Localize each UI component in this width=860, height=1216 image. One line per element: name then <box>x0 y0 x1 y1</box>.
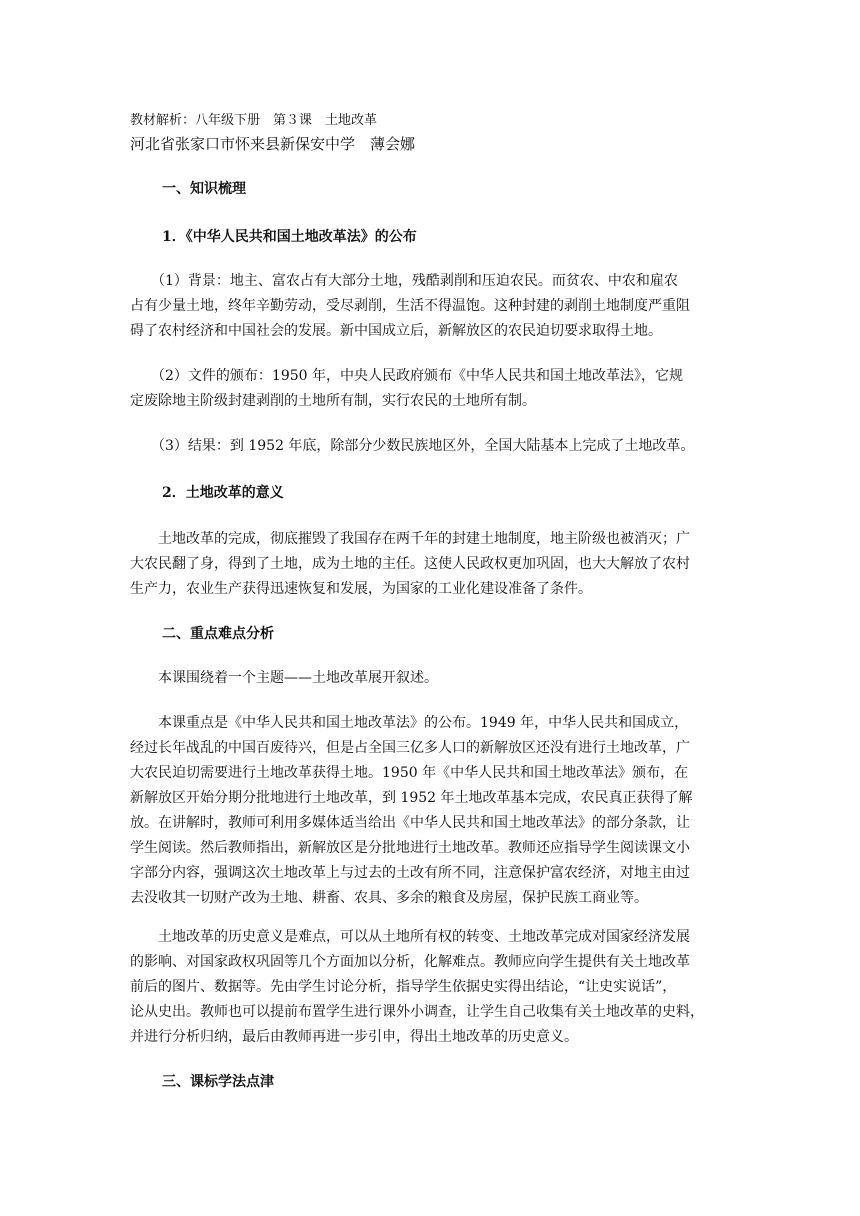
text-line: 定废除地主阶级封建剥削的土地所有制，实行农民的土地所有制。 <box>130 393 536 409</box>
text-line: 本课重点是《中华人民共和国土地改革法》的公布。1949 年，中华人民共和国成立， <box>130 715 689 731</box>
text-line: （3）结果：到 1952 年底，除部分少数民族地区外，全国大陆基本上完成了土地改革。 <box>130 438 695 454</box>
text-line: 放。在讲解时，教师可利用多媒体适当给出《中华人民共和国土地改革法》的部分条款，让 <box>130 815 690 831</box>
text-line: 的影响、对国家政权巩固等几个方面加以分析，化解难点。教师应向学生提供有关土地改革 <box>130 954 690 970</box>
section-2-title: 二、重点难点分析 <box>162 626 274 642</box>
text-line: （1）背景：地主、富农占有大部分土地，残酷剥削和压迫农民。而贫农、中农和雇农 <box>130 273 678 289</box>
text-line: 本课围绕着一个主题——土地改革展开叙述。 <box>130 670 438 686</box>
text-line: 字部分内容，强调这次土地改革上与过去的土改有所不同，注意保护富农经济，对地主由过 <box>130 865 690 881</box>
text-line: 经过长年战乱的中国百废待兴，但是占全国三亿多人口的新解放区还没有进行土地改革，广 <box>130 740 690 756</box>
text-line: 土地改革的历史意义是难点，可以从土地所有权的转变、土地改革完成对国家经济发展 <box>130 929 690 945</box>
text-line: 占有少量土地，终年辛勤劳动，受尽剥削，生活不得温饱。这种封建的剥削土地制度严重阻 <box>130 298 690 314</box>
author-school-line: 河北省张家口市怀来县新保安中学 薄会娜 <box>130 135 416 153</box>
text-line: 学生阅读。然后教师指出，新解放区是分批地进行土地改革。教师还应指导学生阅读课文小 <box>130 840 690 856</box>
doc-meta-line: 教材解析：八年级下册 第３课 土地改革 <box>130 113 378 128</box>
section-1-title: 一、知识梳理 <box>162 181 246 197</box>
section-1-2-title: 2．土地改革的意义 <box>162 485 284 501</box>
text-line: 碍了农村经济和中国社会的发展。新中国成立后，新解放区的农民迫切要求取得土地。 <box>130 323 662 339</box>
section-3-title: 三、课标学法点津 <box>162 1074 274 1090</box>
text-line: 土地改革的完成，彻底摧毁了我国存在两千年的封建土地制度，地主阶级也被消灭；广 <box>130 531 690 547</box>
text-line: 前后的图片、数据等。先由学生讨论分析，指导学生依据史实得出结论，“让史实说话”， <box>130 979 677 995</box>
text-line: 去没收其一切财产改为土地、耕畜、农具、多余的粮食及房屋，保护民族工商业等。 <box>130 890 648 906</box>
text-line: 大农民翻了身，得到了土地，成为土地的主任。这使人民政权更加巩固，也大大解放了农村 <box>130 556 690 572</box>
text-line: 并进行分析归纳，最后由教师再进一步引申，得出土地改革的历史意义。 <box>130 1029 578 1045</box>
text-line: （2）文件的颁布：1950 年，中央人民政府颁布《中华人民共和国土地改革法》，它规 <box>130 368 683 384</box>
section-1-1-title: 1．《中华人民共和国土地改革法》的公布 <box>162 229 417 245</box>
text-line: 大农民迫切需要进行土地改革获得土地。1950 年《中华人民共和国土地改革法》颁布，在 <box>130 765 689 781</box>
text-line: 新解放区开始分期分批地进行土地改革，到 1952 年土地改革基本完成，农民真正获得了解 <box>130 790 693 806</box>
text-line: 论从史出。教师也可以提前布置学生进行课外小调查，让学生自己收集有关土地改革的史料， <box>130 1004 704 1020</box>
text-line: 生产力，农业生产获得迅速恢复和发展，为国家的工业化建设准备了条件。 <box>130 581 592 597</box>
